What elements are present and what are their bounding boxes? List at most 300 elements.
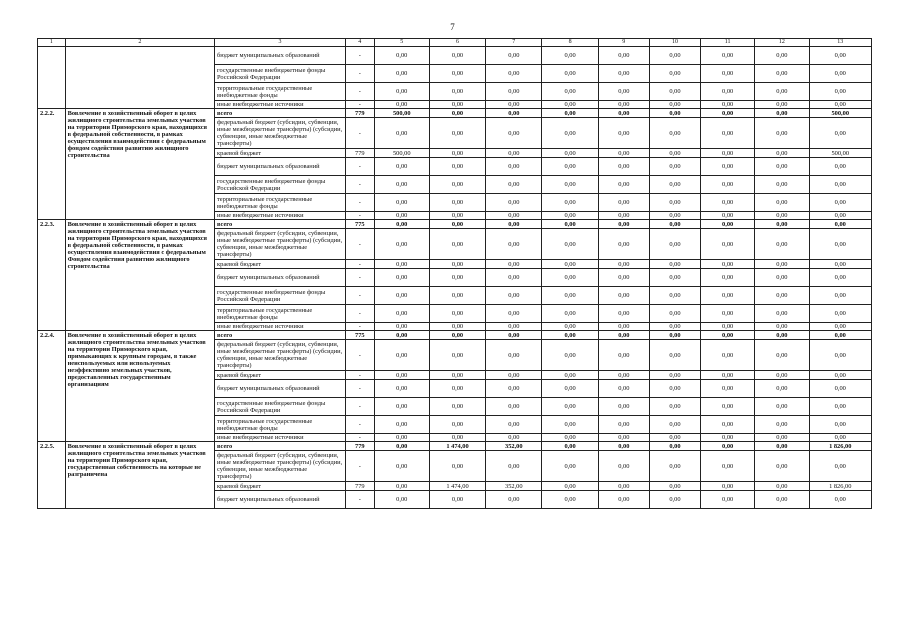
funding-source: бюджет муниципальных образований xyxy=(215,269,346,287)
header-col-12: 12 xyxy=(755,39,809,47)
funding-source: бюджет муниципальных образований xyxy=(215,47,346,65)
amount-col-13: 0,00 xyxy=(809,451,872,482)
amount-col-10: 0,00 xyxy=(649,398,700,416)
amount-col-5: 0,00 xyxy=(374,305,429,323)
funding-source: всего xyxy=(215,331,346,340)
amount-col-5: 0,00 xyxy=(374,371,429,380)
amount-col-8: 0,00 xyxy=(542,491,598,509)
amount-col-5: 0,00 xyxy=(374,47,429,65)
amount-col-11: 0,00 xyxy=(701,416,755,434)
amount-col-13: 0,00 xyxy=(809,65,872,83)
amount-col-7: 0,00 xyxy=(486,65,542,83)
amount-col-11: 0,00 xyxy=(701,482,755,491)
funding-source: государственные внебюджетные фонды Российской Федерации xyxy=(215,65,346,83)
amount-col-9: 0,00 xyxy=(598,442,649,451)
amount-col-8: 0,00 xyxy=(542,287,598,305)
amount-col-9: 0,00 xyxy=(598,158,649,176)
budget-code: - xyxy=(345,47,374,65)
header-col-6: 6 xyxy=(429,39,485,47)
funding-source: федеральный бюджет (субсидии, субвенции, иные межбюджетные трансферты) (субсидии, субвенции, иные межбюджетные трансферты) xyxy=(215,340,346,371)
amount-col-7: 0,00 xyxy=(486,331,542,340)
budget-code: 775 xyxy=(345,220,374,229)
funding-source: государственные внебюджетные фонды Российской Федерации xyxy=(215,287,346,305)
amount-col-5: 0,00 xyxy=(374,229,429,260)
amount-col-13: 0,00 xyxy=(809,212,872,220)
amount-col-9: 0,00 xyxy=(598,269,649,287)
funding-source: бюджет муниципальных образований xyxy=(215,158,346,176)
amount-col-10: 0,00 xyxy=(649,482,700,491)
amount-col-8: 0,00 xyxy=(542,442,598,451)
amount-col-8: 0,00 xyxy=(542,434,598,442)
amount-col-13: 0,00 xyxy=(809,331,872,340)
item-number xyxy=(38,47,66,109)
amount-col-6: 0,00 xyxy=(429,287,485,305)
amount-col-8: 0,00 xyxy=(542,101,598,109)
item-number: 2.2.2. xyxy=(38,109,66,220)
amount-col-13: 0,00 xyxy=(809,416,872,434)
amount-col-5: 500,00 xyxy=(374,109,429,118)
amount-col-5: 0,00 xyxy=(374,194,429,212)
amount-col-10: 0,00 xyxy=(649,451,700,482)
amount-col-5: 0,00 xyxy=(374,398,429,416)
amount-col-13: 0,00 xyxy=(809,434,872,442)
amount-col-12: 0,00 xyxy=(755,220,809,229)
amount-col-7: 0,00 xyxy=(486,83,542,101)
budget-code: - xyxy=(345,380,374,398)
amount-col-10: 0,00 xyxy=(649,229,700,260)
amount-col-10: 0,00 xyxy=(649,491,700,509)
amount-col-9: 0,00 xyxy=(598,416,649,434)
amount-col-7: 0,00 xyxy=(486,434,542,442)
amount-col-9: 0,00 xyxy=(598,212,649,220)
amount-col-8: 0,00 xyxy=(542,212,598,220)
table-row xyxy=(38,331,872,340)
amount-col-9: 0,00 xyxy=(598,287,649,305)
amount-col-11: 0,00 xyxy=(701,340,755,371)
amount-col-5: 0,00 xyxy=(374,482,429,491)
funding-source: иные внебюджетные источники xyxy=(215,101,346,109)
amount-col-10: 0,00 xyxy=(649,83,700,101)
item-description: Вовлечение в хозяйственный оборот в целях жилищного строительства земельных участков на территории Приморского края, находящихся в федеральной собственности, в рамках осуществления взаимодействия с федеральным Фондом содействия развитию жилищного строительства xyxy=(65,220,214,331)
amount-col-9: 0,00 xyxy=(598,109,649,118)
amount-col-7: 0,00 xyxy=(486,451,542,482)
amount-col-12: 0,00 xyxy=(755,176,809,194)
amount-col-13: 0,00 xyxy=(809,398,872,416)
amount-col-5: 500,00 xyxy=(374,149,429,158)
budget-code: - xyxy=(345,287,374,305)
amount-col-11: 0,00 xyxy=(701,109,755,118)
amount-col-6: 0,00 xyxy=(429,491,485,509)
amount-col-10: 0,00 xyxy=(649,158,700,176)
budget-code: - xyxy=(345,269,374,287)
budget-code: - xyxy=(345,323,374,331)
funding-source: бюджет муниципальных образований xyxy=(215,380,346,398)
amount-col-10: 0,00 xyxy=(649,269,700,287)
amount-col-6: 0,00 xyxy=(429,65,485,83)
amount-col-9: 0,00 xyxy=(598,176,649,194)
amount-col-7: 0,00 xyxy=(486,149,542,158)
amount-col-6: 1 474,00 xyxy=(429,442,485,451)
funding-source: территориальные государственные внебюджетные фонды xyxy=(215,194,346,212)
budget-code: - xyxy=(345,101,374,109)
amount-col-12: 0,00 xyxy=(755,305,809,323)
budget-code: - xyxy=(345,118,374,149)
amount-col-13: 0,00 xyxy=(809,371,872,380)
budget-code: 779 xyxy=(345,109,374,118)
amount-col-5: 0,00 xyxy=(374,380,429,398)
amount-col-5: 0,00 xyxy=(374,323,429,331)
amount-col-11: 0,00 xyxy=(701,83,755,101)
amount-col-12: 0,00 xyxy=(755,229,809,260)
item-description: Вовлечение в хозяйственный оборот в целях жилищного строительства земельных участков на территории Приморского края, примыкающих к крупным городам, в также неиспользуемых или используемых неэффективно земельных участков, предоставленных государственным организациям xyxy=(65,331,214,442)
amount-col-5: 0,00 xyxy=(374,451,429,482)
amount-col-10: 0,00 xyxy=(649,331,700,340)
amount-col-11: 0,00 xyxy=(701,491,755,509)
amount-col-13: 0,00 xyxy=(809,340,872,371)
amount-col-10: 0,00 xyxy=(649,287,700,305)
funding-source: краевой бюджет xyxy=(215,149,346,158)
table-header-row xyxy=(38,39,872,47)
budget-code: 779 xyxy=(345,149,374,158)
header-col-3: 3 xyxy=(215,39,346,47)
amount-col-10: 0,00 xyxy=(649,323,700,331)
budget-code: - xyxy=(345,229,374,260)
budget-code: - xyxy=(345,434,374,442)
amount-col-5: 0,00 xyxy=(374,260,429,269)
amount-col-6: 0,00 xyxy=(429,380,485,398)
amount-col-13: 0,00 xyxy=(809,118,872,149)
amount-col-10: 0,00 xyxy=(649,194,700,212)
amount-col-8: 0,00 xyxy=(542,260,598,269)
amount-col-6: 0,00 xyxy=(429,47,485,65)
amount-col-8: 0,00 xyxy=(542,305,598,323)
table-row xyxy=(38,220,872,229)
amount-col-7: 352,00 xyxy=(486,442,542,451)
amount-col-9: 0,00 xyxy=(598,323,649,331)
amount-col-13: 0,00 xyxy=(809,47,872,65)
amount-col-12: 0,00 xyxy=(755,340,809,371)
amount-col-11: 0,00 xyxy=(701,434,755,442)
amount-col-7: 0,00 xyxy=(486,340,542,371)
funding-source: иные внебюджетные источники xyxy=(215,212,346,220)
amount-col-7: 352,00 xyxy=(486,482,542,491)
amount-col-10: 0,00 xyxy=(649,118,700,149)
amount-col-9: 0,00 xyxy=(598,83,649,101)
amount-col-11: 0,00 xyxy=(701,442,755,451)
amount-col-8: 0,00 xyxy=(542,269,598,287)
amount-col-12: 0,00 xyxy=(755,416,809,434)
amount-col-13: 0,00 xyxy=(809,229,872,260)
budget-code: - xyxy=(345,305,374,323)
budget-code: - xyxy=(345,176,374,194)
amount-col-5: 0,00 xyxy=(374,331,429,340)
amount-col-12: 0,00 xyxy=(755,158,809,176)
budget-code: - xyxy=(345,416,374,434)
amount-col-10: 0,00 xyxy=(649,109,700,118)
amount-col-7: 0,00 xyxy=(486,220,542,229)
amount-col-5: 0,00 xyxy=(374,442,429,451)
amount-col-9: 0,00 xyxy=(598,340,649,371)
amount-col-5: 0,00 xyxy=(374,269,429,287)
amount-col-10: 0,00 xyxy=(649,47,700,65)
item-description: Вовлечение в хозяйственный оборот в целях жилищного строительства земельных участков на территории Приморского края, находящихся в федеральной собственности, в рамках осуществления взаимодействия с федеральным фондом содействия развитию жилищного строительства xyxy=(65,109,214,220)
amount-col-7: 0,00 xyxy=(486,158,542,176)
amount-col-12: 0,00 xyxy=(755,47,809,65)
amount-col-7: 0,00 xyxy=(486,398,542,416)
amount-col-11: 0,00 xyxy=(701,287,755,305)
amount-col-8: 0,00 xyxy=(542,323,598,331)
amount-col-8: 0,00 xyxy=(542,109,598,118)
amount-col-7: 0,00 xyxy=(486,229,542,260)
amount-col-8: 0,00 xyxy=(542,229,598,260)
amount-col-5: 0,00 xyxy=(374,176,429,194)
amount-col-13: 0,00 xyxy=(809,83,872,101)
table-body xyxy=(38,39,872,509)
amount-col-9: 0,00 xyxy=(598,118,649,149)
amount-col-10: 0,00 xyxy=(649,65,700,83)
amount-col-10: 0,00 xyxy=(649,305,700,323)
table-row xyxy=(38,442,872,451)
amount-col-11: 0,00 xyxy=(701,371,755,380)
amount-col-11: 0,00 xyxy=(701,65,755,83)
amount-col-12: 0,00 xyxy=(755,331,809,340)
amount-col-9: 0,00 xyxy=(598,194,649,212)
funding-source: государственные внебюджетные фонды Российской Федерации xyxy=(215,398,346,416)
amount-col-8: 0,00 xyxy=(542,451,598,482)
amount-col-5: 0,00 xyxy=(374,416,429,434)
amount-col-12: 0,00 xyxy=(755,212,809,220)
amount-col-12: 0,00 xyxy=(755,260,809,269)
amount-col-9: 0,00 xyxy=(598,491,649,509)
amount-col-10: 0,00 xyxy=(649,101,700,109)
amount-col-13: 0,00 xyxy=(809,323,872,331)
item-number: 2.2.4. xyxy=(38,331,66,442)
amount-col-12: 0,00 xyxy=(755,398,809,416)
amount-col-5: 0,00 xyxy=(374,287,429,305)
amount-col-5: 0,00 xyxy=(374,212,429,220)
funding-source: бюджет муниципальных образований xyxy=(215,491,346,509)
funding-source: краевой бюджет xyxy=(215,371,346,380)
amount-col-10: 0,00 xyxy=(649,371,700,380)
amount-col-12: 0,00 xyxy=(755,83,809,101)
amount-col-6: 0,00 xyxy=(429,118,485,149)
amount-col-8: 0,00 xyxy=(542,340,598,371)
amount-col-9: 0,00 xyxy=(598,229,649,260)
amount-col-7: 0,00 xyxy=(486,47,542,65)
amount-col-11: 0,00 xyxy=(701,158,755,176)
amount-col-6: 0,00 xyxy=(429,101,485,109)
amount-col-11: 0,00 xyxy=(701,118,755,149)
amount-col-6: 0,00 xyxy=(429,212,485,220)
amount-col-11: 0,00 xyxy=(701,149,755,158)
amount-col-12: 0,00 xyxy=(755,109,809,118)
amount-col-11: 0,00 xyxy=(701,398,755,416)
amount-col-6: 0,00 xyxy=(429,176,485,194)
amount-col-9: 0,00 xyxy=(598,380,649,398)
amount-col-6: 0,00 xyxy=(429,109,485,118)
amount-col-10: 0,00 xyxy=(649,340,700,371)
amount-col-8: 0,00 xyxy=(542,118,598,149)
funding-source: всего xyxy=(215,109,346,118)
header-col-5: 5 xyxy=(374,39,429,47)
amount-col-7: 0,00 xyxy=(486,287,542,305)
amount-col-13: 0,00 xyxy=(809,220,872,229)
amount-col-12: 0,00 xyxy=(755,149,809,158)
amount-col-5: 0,00 xyxy=(374,101,429,109)
funding-source: иные внебюджетные источники xyxy=(215,434,346,442)
amount-col-13: 0,00 xyxy=(809,305,872,323)
amount-col-12: 0,00 xyxy=(755,482,809,491)
amount-col-10: 0,00 xyxy=(649,260,700,269)
amount-col-9: 0,00 xyxy=(598,434,649,442)
amount-col-12: 0,00 xyxy=(755,323,809,331)
table-row xyxy=(38,47,872,65)
budget-code: - xyxy=(345,491,374,509)
amount-col-6: 0,00 xyxy=(429,305,485,323)
amount-col-9: 0,00 xyxy=(598,47,649,65)
amount-col-10: 0,00 xyxy=(649,176,700,194)
amount-col-9: 0,00 xyxy=(598,331,649,340)
amount-col-12: 0,00 xyxy=(755,434,809,442)
amount-col-11: 0,00 xyxy=(701,220,755,229)
amount-col-12: 0,00 xyxy=(755,380,809,398)
amount-col-6: 0,00 xyxy=(429,398,485,416)
amount-col-5: 0,00 xyxy=(374,65,429,83)
amount-col-6: 0,00 xyxy=(429,323,485,331)
amount-col-12: 0,00 xyxy=(755,491,809,509)
amount-col-9: 0,00 xyxy=(598,220,649,229)
amount-col-8: 0,00 xyxy=(542,149,598,158)
amount-col-11: 0,00 xyxy=(701,323,755,331)
amount-col-5: 0,00 xyxy=(374,434,429,442)
header-col-13: 13 xyxy=(809,39,872,47)
amount-col-9: 0,00 xyxy=(598,398,649,416)
budget-code: - xyxy=(345,371,374,380)
amount-col-13: 0,00 xyxy=(809,194,872,212)
budget-code: 779 xyxy=(345,442,374,451)
amount-col-7: 0,00 xyxy=(486,371,542,380)
amount-col-5: 0,00 xyxy=(374,220,429,229)
amount-col-12: 0,00 xyxy=(755,269,809,287)
amount-col-7: 0,00 xyxy=(486,380,542,398)
amount-col-5: 0,00 xyxy=(374,158,429,176)
amount-col-13: 0,00 xyxy=(809,176,872,194)
amount-col-6: 0,00 xyxy=(429,149,485,158)
budget-table xyxy=(37,38,872,509)
amount-col-9: 0,00 xyxy=(598,371,649,380)
budget-code: - xyxy=(345,158,374,176)
amount-col-6: 0,00 xyxy=(429,434,485,442)
amount-col-8: 0,00 xyxy=(542,47,598,65)
amount-col-6: 0,00 xyxy=(429,416,485,434)
amount-col-12: 0,00 xyxy=(755,101,809,109)
amount-col-11: 0,00 xyxy=(701,260,755,269)
amount-col-6: 0,00 xyxy=(429,220,485,229)
amount-col-13: 500,00 xyxy=(809,149,872,158)
header-col-9: 9 xyxy=(598,39,649,47)
amount-col-13: 0,00 xyxy=(809,287,872,305)
funding-source: краевой бюджет xyxy=(215,260,346,269)
budget-code: 779 xyxy=(345,482,374,491)
amount-col-7: 0,00 xyxy=(486,194,542,212)
header-col-1: 1 xyxy=(38,39,66,47)
amount-col-8: 0,00 xyxy=(542,220,598,229)
amount-col-8: 0,00 xyxy=(542,65,598,83)
amount-col-9: 0,00 xyxy=(598,451,649,482)
budget-code: 775 xyxy=(345,331,374,340)
amount-col-6: 0,00 xyxy=(429,229,485,260)
amount-col-9: 0,00 xyxy=(598,101,649,109)
amount-col-13: 0,00 xyxy=(809,260,872,269)
amount-col-11: 0,00 xyxy=(701,229,755,260)
page-number: 7 xyxy=(450,22,455,32)
amount-col-8: 0,00 xyxy=(542,482,598,491)
amount-col-13: 0,00 xyxy=(809,269,872,287)
amount-col-8: 0,00 xyxy=(542,176,598,194)
amount-col-13: 0,00 xyxy=(809,158,872,176)
table-row xyxy=(38,109,872,118)
amount-col-5: 0,00 xyxy=(374,118,429,149)
amount-col-10: 0,00 xyxy=(649,380,700,398)
funding-source: федеральный бюджет (субсидии, субвенции, иные межбюджетные трансферты) (субсидии, субвенции, иные межбюджетные трансферты) xyxy=(215,451,346,482)
header-col-10: 10 xyxy=(649,39,700,47)
amount-col-7: 0,00 xyxy=(486,491,542,509)
amount-col-8: 0,00 xyxy=(542,398,598,416)
amount-col-12: 0,00 xyxy=(755,442,809,451)
amount-col-5: 0,00 xyxy=(374,83,429,101)
funding-source: всего xyxy=(215,442,346,451)
funding-source: федеральный бюджет (субсидии, субвенции, иные межбюджетные трансферты) (субсидии, субвенции, иные межбюджетные трансферты) xyxy=(215,118,346,149)
item-description: Вовлечение в хозяйственный оборот в целях жилищного строительства земельных участков на территории Приморского края, государственная собственность на которые не разграничена xyxy=(65,442,214,509)
header-col-7: 7 xyxy=(486,39,542,47)
header-col-8: 8 xyxy=(542,39,598,47)
amount-col-11: 0,00 xyxy=(701,47,755,65)
amount-col-6: 0,00 xyxy=(429,158,485,176)
funding-source: краевой бюджет xyxy=(215,482,346,491)
amount-col-9: 0,00 xyxy=(598,65,649,83)
amount-col-6: 0,00 xyxy=(429,269,485,287)
amount-col-11: 0,00 xyxy=(701,212,755,220)
budget-code: - xyxy=(345,194,374,212)
amount-col-9: 0,00 xyxy=(598,305,649,323)
amount-col-12: 0,00 xyxy=(755,371,809,380)
amount-col-10: 0,00 xyxy=(649,416,700,434)
amount-col-10: 0,00 xyxy=(649,149,700,158)
amount-col-10: 0,00 xyxy=(649,212,700,220)
amount-col-10: 0,00 xyxy=(649,434,700,442)
amount-col-7: 0,00 xyxy=(486,323,542,331)
budget-code: - xyxy=(345,340,374,371)
amount-col-8: 0,00 xyxy=(542,158,598,176)
amount-col-7: 0,00 xyxy=(486,260,542,269)
amount-col-6: 0,00 xyxy=(429,83,485,101)
amount-col-8: 0,00 xyxy=(542,371,598,380)
item-number: 2.2.5. xyxy=(38,442,66,509)
amount-col-9: 0,00 xyxy=(598,482,649,491)
amount-col-6: 0,00 xyxy=(429,451,485,482)
item-number: 2.2.3. xyxy=(38,220,66,331)
amount-col-9: 0,00 xyxy=(598,149,649,158)
amount-col-13: 1 826,00 xyxy=(809,482,872,491)
amount-col-6: 0,00 xyxy=(429,331,485,340)
budget-code: - xyxy=(345,83,374,101)
budget-code: - xyxy=(345,398,374,416)
amount-col-7: 0,00 xyxy=(486,101,542,109)
amount-col-12: 0,00 xyxy=(755,287,809,305)
amount-col-11: 0,00 xyxy=(701,451,755,482)
funding-source: государственные внебюджетные фонды Российской Федерации xyxy=(215,176,346,194)
funding-source: территориальные государственные внебюджетные фонды xyxy=(215,83,346,101)
